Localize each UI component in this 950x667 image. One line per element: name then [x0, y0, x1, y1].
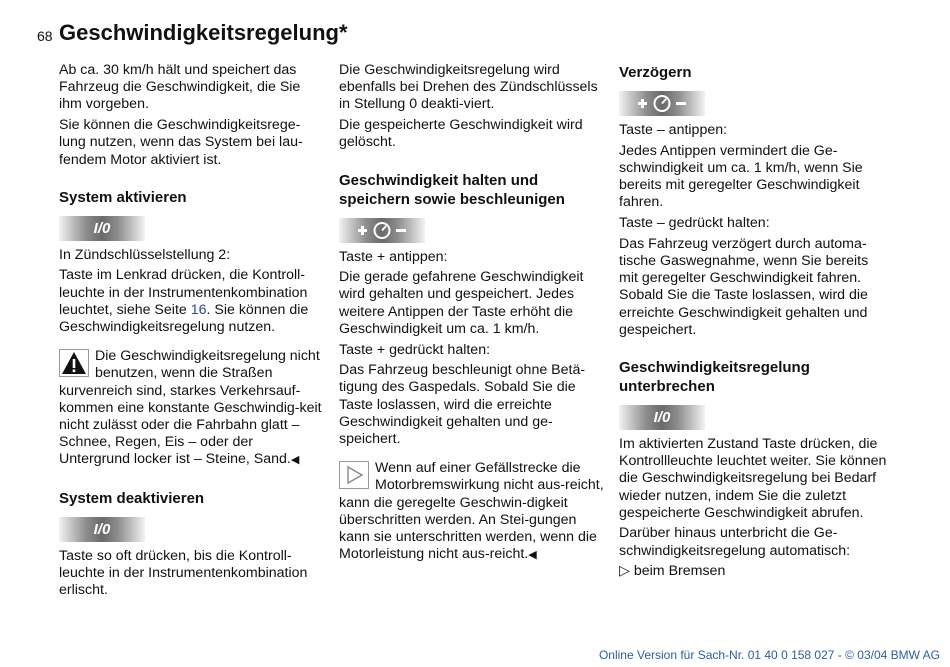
activate-text-a: Taste im Lenkrad drücken, die Kontroll-leuchte in der Instrumentenkombination leuchtet, siehe Seite	[59, 267, 308, 318]
column-3	[619, 62, 887, 584]
activate-text-b: . Sie können die Geschwindigkeitsregelung nutzen.	[59, 301, 309, 336]
activate-heading: System aktivieren	[59, 188, 187, 206]
interrupt-paragraph-2: Darüber hinaus unterbricht die Ge-schwindigkeitsregelung automatisch:	[619, 525, 851, 559]
plus-speedometer-minus-icon	[619, 91, 705, 116]
end-mark-icon: ◀	[528, 549, 537, 562]
on-off-button-label: I/0	[653, 408, 671, 426]
warning-note	[59, 348, 327, 469]
deactivate-ignition-paragraph: Die Geschwindigkeitsregelung wird ebenfalls bei Drehen des Zündschlüssels in Stellung 0 deakti-viert.	[339, 62, 598, 113]
column-1	[59, 62, 327, 603]
tip-arrow-icon	[339, 461, 369, 489]
cruise-plus-minus-button-image	[619, 91, 705, 116]
on-off-button-label: I/0	[93, 520, 111, 538]
on-off-button-label: I/0	[93, 219, 111, 237]
intro-paragraph-2: Sie können die Geschwindigkeitsrege-lung nutzen, wenn das System bei lau-fendem Motor aktiviert ist.	[59, 117, 303, 168]
hold-minus-text: Das Fahrzeug verzögert durch automa-tische Gaswegnahme, wenn Sie bereits mit geregelter Geschwindigkeit fahren. Sobald Sie die Taste loslassen, wird die erreichte Geschwindigkeit gehalten und gespeichert.	[619, 235, 869, 338]
tap-plus-text: Die gerade gefahrene Geschwindigkeit wird gehalten und gespeichert. Jedes weitere Antippen der Taste erhöht die Geschwindigkeit um ca. 1 km/h.	[339, 269, 584, 337]
activate-paragraph-2	[59, 267, 327, 336]
tip-text: Wenn auf einer Gefällstrecke die Motorbremswirkung nicht aus-reicht, kann die geregelte Geschwin-digkeit überschritten werden. An Stei-gungen kann sie unterschritten werden, wenn die Motorleistung nicht aus-reicht.	[339, 460, 604, 563]
plus-speedometer-minus-icon	[339, 218, 425, 243]
activate-paragraph-1: In Zündschlüsselstellung 2:	[59, 246, 231, 263]
hold-plus-label: Taste + gedrückt halten:	[339, 341, 491, 358]
page-number: 68	[37, 28, 53, 44]
page-title: Geschwindigkeitsregelung*	[59, 20, 348, 45]
hold-plus-text: Das Fahrzeug beschleunigt ohne Betä-tigung des Gaspedals. Sobald Sie die Taste loslassen, wird die erreichte Geschwindigkeit gehalten und ge-speichert.	[339, 362, 586, 448]
deactivate-paragraph: Taste so oft drücken, bis die Kontroll-leuchte in der Instrumentenkombination erlischt.	[59, 547, 308, 599]
bullet-item	[619, 563, 887, 580]
tap-minus-label: Taste – antippen:	[619, 122, 728, 138]
on-off-button-image	[59, 517, 145, 542]
end-mark-icon: ◀	[290, 454, 300, 467]
hold-accelerate-heading: Geschwindigkeit halten und speichern sowie beschleunigen	[339, 171, 565, 208]
interrupt-heading: Geschwindigkeitsregelung unterbrechen	[619, 358, 810, 395]
intro-paragraph-1: Ab ca. 30 km/h hält und speichert das Fahrzeug die Geschwindigkeit, die Sie ihm vorgeben.	[59, 62, 301, 113]
cruise-plus-minus-button-image	[339, 218, 425, 243]
footer-copyright: Online Version für Sach-Nr. 01 40 0 158 027 - © 03/04 BMW AG	[598, 648, 940, 662]
speed-cleared-paragraph: Die gespeicherte Geschwindigkeit wird gelöscht.	[339, 117, 583, 151]
on-off-button-image	[619, 405, 705, 430]
hold-minus-label: Taste – gedrückt halten:	[619, 215, 770, 232]
deactivate-heading: System deaktivieren	[59, 489, 205, 507]
warning-icon	[59, 349, 89, 377]
column-2	[339, 62, 607, 568]
bullet-arrow-icon: ▷	[619, 563, 630, 580]
page-reference-link[interactable]: 16	[190, 301, 207, 318]
warning-text: Die Geschwindigkeitsregelung nicht benutzen, wenn die Straßen kurvenreich sind, starkes Verkehrsauf-kommen eine konstante Geschwindig-keit nicht zulässt oder die Fahrbahn glatt – Schnee, Regen, Eis – oder der Untergrund locker ist – Steine, Sand.	[59, 348, 322, 468]
decelerate-heading: Verzögern	[619, 64, 692, 81]
tap-plus-label: Taste + antippen:	[339, 248, 448, 265]
tap-minus-text: Jedes Antippen vermindert die Ge-schwindigkeit um ca. 1 km/h, wenn Sie bereits mit geregelter Geschwindigkeit fahren.	[619, 142, 863, 211]
tip-note	[339, 460, 607, 564]
on-off-button-image	[59, 216, 145, 241]
bullet-text: beim Bremsen	[633, 563, 726, 580]
interrupt-paragraph-1: Im aktivierten Zustand Taste drücken, die Kontrollleuchte leuchtet weiter. Sie können die Geschwindigkeitsregelung bei Bedarf wieder nutzen, indem Sie die zuletzt gespeicherte Geschwindigkeit abrufen.	[619, 435, 887, 521]
